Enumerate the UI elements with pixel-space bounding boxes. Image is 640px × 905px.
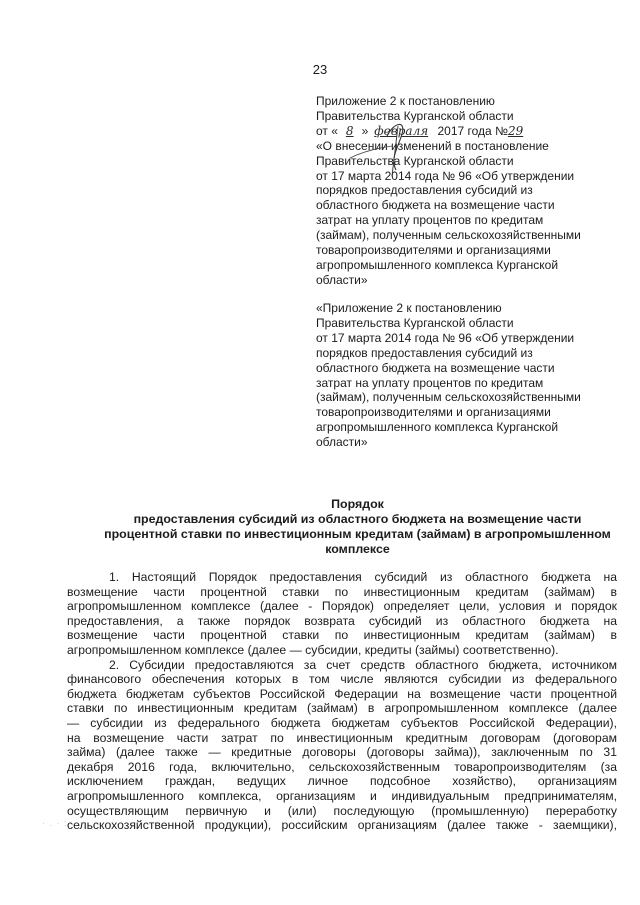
paragraph-2-line: бюджета бюджетам субъектов Российской Федерации на возмещение части процентной: [67, 686, 617, 701]
appendix-line: затрат на уплату процентов по кредитам: [316, 213, 544, 228]
quoted-line: областного бюджета на возмещение части: [316, 360, 555, 375]
title-line: процентной ставки по инвестиционным кредитам (займам) в агропромышленном: [104, 526, 611, 541]
quoted-line: области»: [316, 435, 368, 450]
handwritten-day: 8: [345, 123, 354, 138]
quoted-line: Правительства Курганской области: [316, 315, 514, 330]
signature-scribble: [332, 118, 572, 178]
quoted-line: (займам), полученным сельскохозяйственными: [316, 390, 581, 405]
date-year: 2017 года №: [437, 123, 508, 138]
paragraph-2-line: 2. Субсидии предоставляются за счет средств областного бюджета, источником: [109, 657, 617, 672]
quoted-line: агропромышленного комплекса Курганской: [316, 420, 559, 435]
appendix-line: (займам), полученным сельскохозяйственными: [316, 228, 581, 243]
paragraph-2-line: исключением граждан, ведущих личное подсобное хозяйство), организациям: [67, 774, 617, 789]
date-prefix: от «: [316, 123, 338, 138]
paragraph-1-line: 1. Настоящий Порядок предоставления субсидий из областного бюджета на: [109, 570, 617, 584]
title-line: комплексе: [325, 541, 390, 556]
appendix-line: Приложение 2 к постановлению: [316, 94, 495, 108]
paragraph-2-line: финансового обеспечения которых в том числе являются субсидии из федерального: [67, 672, 617, 687]
appendix-line: от 17 марта 2014 года № 96 «Об утверждении: [316, 168, 575, 183]
paragraph-1-line: агропромышленном комплексе (далее — субсидии, кредиты (займы) соответственно).: [67, 642, 559, 657]
quoted-appendix: [316, 301, 616, 450]
appendix-line: областного бюджета на возмещение части: [316, 198, 555, 213]
appendix-line: «О внесении изменений в постановление: [316, 138, 549, 153]
appendix-line: Правительства Курганской области: [316, 153, 514, 168]
appendix-line: товаропроизводителями и организациями: [316, 243, 551, 258]
paragraph-2-line: осуществляющим первичную и (или) последующую (промышленную) переработку: [67, 803, 617, 818]
quoted-line: порядков предоставления субсидий из: [316, 345, 533, 360]
appendix-line: Правительства Курганской области: [316, 108, 514, 123]
paragraph-1-line: предоставления, а также порядок возврата субсидий из областного бюджета на: [67, 613, 617, 628]
appendix-line: области»: [316, 272, 368, 287]
paragraph-2-line: на возмещение части затрат по инвестиционным кредитным договорам (договорам: [67, 730, 617, 745]
document-title: [70, 497, 640, 557]
paragraph-2-line: агропромышленного комплекса, организациям и индивидуальным предпринимателям,: [67, 788, 617, 803]
paragraph-2-line: займа) (далее также — кредитные договоры (договоры займа)), заключенным по 31: [67, 745, 617, 760]
paragraph-2-line: сельскохозяйственной продукции), российским организациям (далее также - заемщики),: [67, 818, 617, 833]
date-mid: »: [361, 123, 369, 138]
paragraph-1-line: возмещение части процентной ставки по инвестиционным кредитам (займам) в: [67, 584, 617, 599]
page-number: 23: [312, 62, 328, 77]
title-line: предоставления субсидий из областного бюджета на возмещение части: [133, 511, 582, 526]
handwritten-month: февраля: [374, 123, 429, 138]
quoted-line: товаропроизводителями и организациями: [316, 405, 551, 420]
document-body: [67, 570, 617, 833]
appendix-line: порядков предоставления субсидий из: [316, 183, 533, 198]
paragraph-2-line: ставки по инвестиционным кредитам (займам) в агропромышленном комплексе (далее: [67, 701, 617, 716]
paragraph-2-line: декабря 2016 года, включительно, сельскохозяйственным товаропроизводителям (за: [67, 759, 617, 774]
title-line: Порядок: [331, 497, 384, 511]
quoted-line: «Приложение 2 к постановлению: [316, 301, 502, 315]
quoted-line: от 17 марта 2014 года № 96 «Об утверждении: [316, 330, 575, 345]
paragraph-2-line: — субсидии из федерального бюджета бюджетам субъектов Российской Федерации),: [67, 715, 617, 730]
scan-margin-marks: · . · : ·: [42, 818, 75, 828]
paragraph-1-line: агропромышленном комплексе (далее - Порядок) определяет цели, условия и порядок: [67, 599, 617, 614]
appendix-line: агропромышленного комплекса Курганской: [316, 257, 559, 272]
handwritten-number: 29: [507, 123, 524, 138]
paragraph-1-line: возмещение части процентной ставки по инвестиционным кредитам (займам) в: [67, 628, 617, 643]
quoted-line: затрат на уплату процентов по кредитам: [316, 375, 544, 390]
